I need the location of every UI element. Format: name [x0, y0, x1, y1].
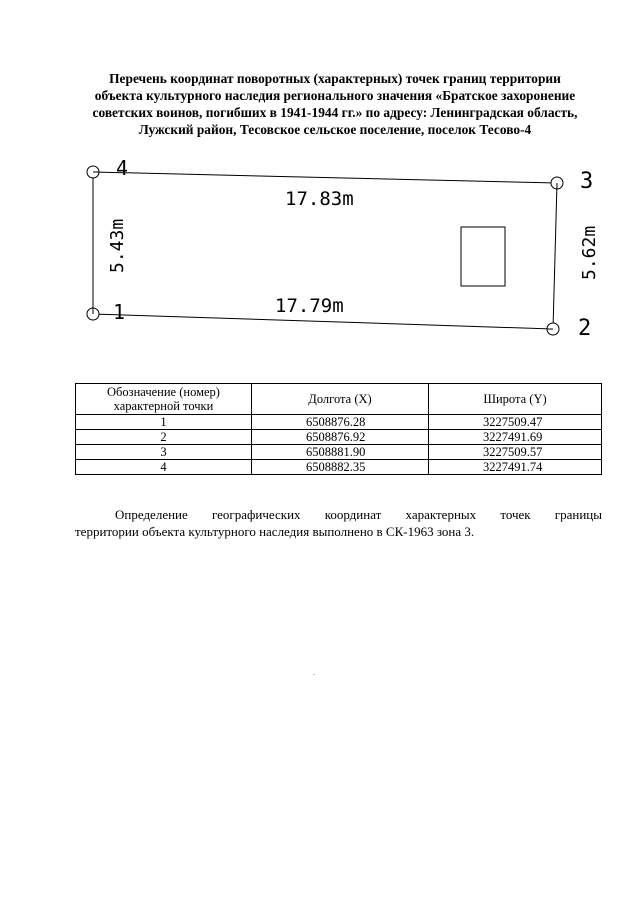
point-label-3: 3	[580, 169, 594, 194]
cell-point: 1	[76, 415, 252, 430]
point-marker-1	[87, 308, 99, 320]
cell-point: 4	[76, 460, 252, 475]
note-line: Определение географических координат характерных точек границы	[115, 507, 602, 522]
table-row	[76, 430, 602, 445]
dimension-right: 5.62m	[579, 225, 600, 280]
point-marker-2	[547, 323, 559, 335]
cell-y: 3227491.74	[429, 460, 602, 475]
coordinates-table	[75, 383, 602, 475]
cell-point: 3	[76, 445, 252, 460]
cell-y: 3227509.57	[429, 445, 602, 460]
cell-x: 6508882.35	[252, 460, 429, 475]
title-line: Перечень координат поворотных (характерных) точек границ территории	[109, 71, 561, 86]
note-line: территории объекта культурного наследия выполнено в СК-1963 зона 3.	[75, 524, 475, 539]
point-marker-4	[87, 166, 99, 178]
dimension-left: 5.43m	[107, 218, 128, 273]
scan-speck	[313, 674, 315, 675]
cell-x: 6508876.92	[252, 430, 429, 445]
header-longitude: Долгота (X)	[252, 384, 429, 415]
monument-outline	[461, 227, 505, 286]
dimension-top: 17.83m	[285, 188, 354, 210]
cell-point: 2	[76, 430, 252, 445]
cell-y: 3227491.69	[429, 430, 602, 445]
point-label-4: 4	[116, 156, 129, 180]
coordinate-system-note	[75, 506, 602, 540]
cell-x: 6508881.90	[252, 445, 429, 460]
header-latitude: Широта (Y)	[429, 384, 602, 415]
table-row	[76, 460, 602, 475]
dimension-bottom: 17.79m	[275, 295, 344, 317]
boundary-plan	[0, 150, 640, 350]
point-label-2: 2	[578, 316, 592, 341]
header-point: Обозначение (номер) характерной точки	[76, 384, 252, 415]
table-row	[76, 445, 602, 460]
cell-y: 3227509.47	[429, 415, 602, 430]
title-line: Лужский район, Тесовское сельское поселение, поселок Тесово-4	[138, 122, 532, 137]
document-title	[70, 70, 600, 138]
title-line: советских воинов, погибших в 1941-1944 гг.» по адресу: Ленинградская область,	[92, 105, 578, 120]
cell-x: 6508876.28	[252, 415, 429, 430]
table-header-row	[76, 384, 602, 415]
table-row	[76, 415, 602, 430]
title-line: объекта культурного наследия регионального значения «Братское захоронение	[94, 88, 576, 103]
point-marker-3	[551, 177, 563, 189]
point-label-1: 1	[113, 300, 126, 324]
